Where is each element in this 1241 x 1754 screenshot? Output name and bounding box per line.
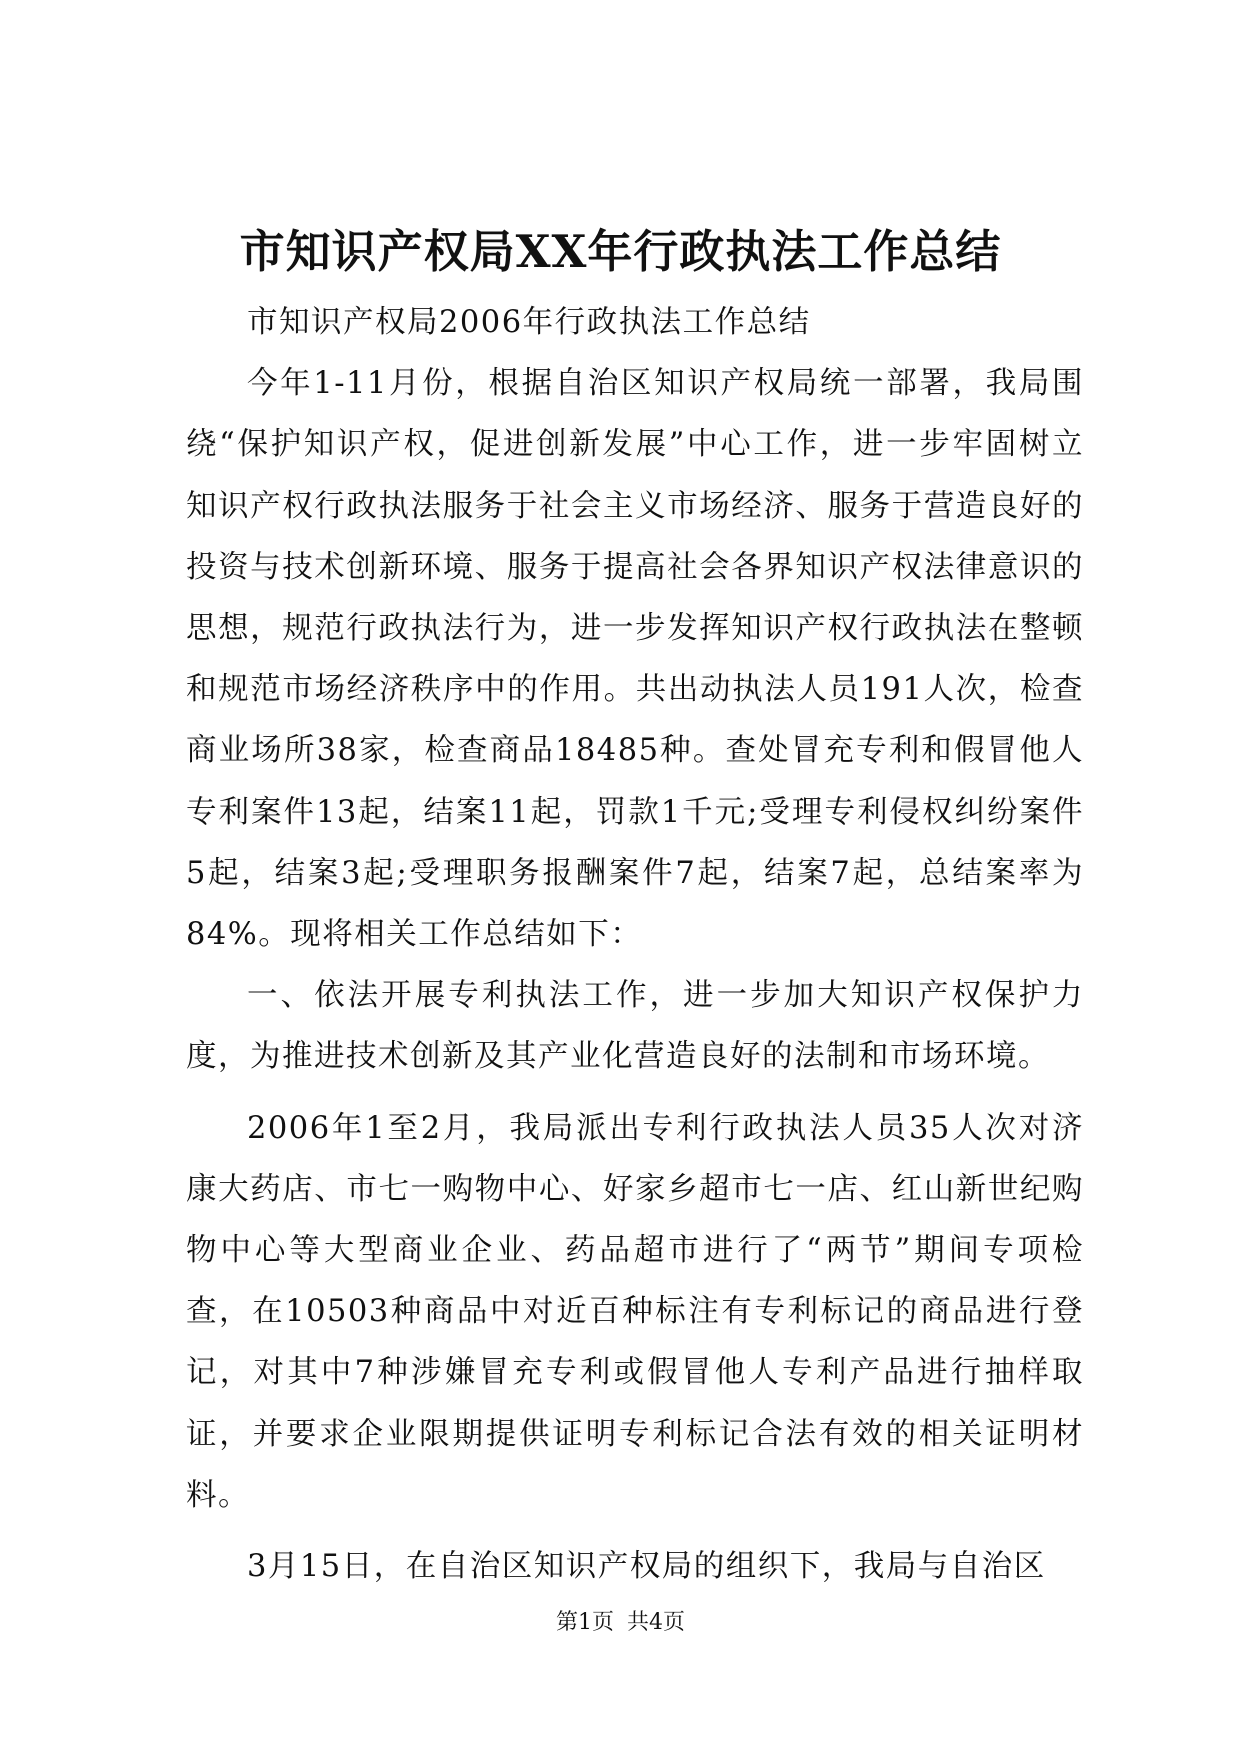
page-total: 共4页 bbox=[627, 1610, 685, 1635]
paragraph-march: 3月15日，在自治区知识产权局的组织下，我局与自治区 bbox=[247, 1549, 1046, 1585]
page-number: 第1页 bbox=[556, 1610, 614, 1635]
document-title: 市知识产权局XX年行政执法工作总结 bbox=[239, 225, 1002, 278]
paragraph-subtitle: 市知识产权局2006年行政执法工作总结 bbox=[247, 305, 811, 340]
page-footer bbox=[0, 1608, 1241, 1638]
document-body bbox=[186, 292, 1084, 1597]
paragraph-inspection: 2006年1至2月，我局派出专利行政执法人员35人次对济康大药店、市七一购物中心、好家乡超市七一店、红山新世纪购物中心等大型商业企业、药品超市进行了“两节”期间专项检查，在10503种商品中对近百种标注有专利标记的商品进行登记，对其中7种涉嫌冒充专利或假冒他人专利产品进行抽样取证，并要求企业限期提供证明专利标记合法有效的相关证明材料。 bbox=[186, 1110, 1084, 1513]
paragraph-section-heading: 一、依法开展专利执法工作，进一步加大知识产权保护力度，为推进技术创新及其产业化营造良好的法制和市场环境。 bbox=[186, 978, 1084, 1075]
paragraph-intro: 今年1-11月份，根据自治区知识产权局统一部署，我局围绕“保护知识产权，促进创新发展”中心工作，进一步牢固树立知识产权行政执法服务于社会主义市场经济、服务于营造良好的投资与技术创新环境、服务于提高社会各界知识产权法律意识的思想，规范行政执法行为，进一步发挥知识产权行政执法在整顿和规范市场经济秩序中的作用。共出动执法人员191人次，检查商业场所38家，检查商品18485种。查处冒充专利和假冒他人专利案件13起，结案11起，罚款1千元;受理专利侵权纠纷案件5起，结案3起;受理职务报酬案件7起，结案7起，总结案率为84%。现将相关工作总结如下： bbox=[186, 366, 1084, 953]
